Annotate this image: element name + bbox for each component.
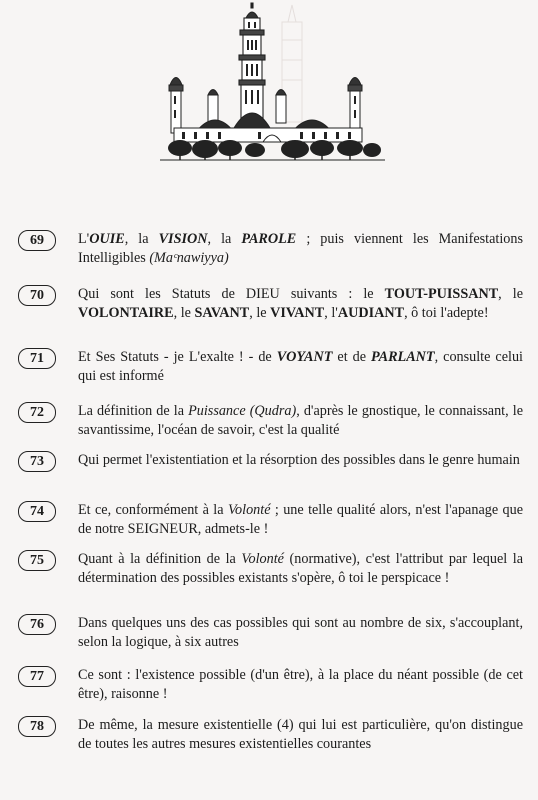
verse-number: 70	[18, 285, 56, 306]
text-run: Ce sont : l'existence possible (d'un être), à la place du néant possible (de cet être), raisonne !	[78, 667, 523, 702]
text-run: Quant à la définition de la	[78, 551, 242, 567]
text-run: SAVANT	[194, 305, 250, 321]
text-run: , d'après le gnostique, le connaissant, le savantissime, l'océan de savoir, c'est la qualité	[78, 403, 523, 438]
mosque-illustration	[160, 0, 385, 170]
text-run: ; puis viennent les Manifestations Intelligibles	[78, 231, 523, 266]
text-run: VISION	[158, 231, 208, 247]
text-run: , le	[173, 305, 195, 321]
verse-text	[78, 402, 523, 440]
text-run: , le	[498, 286, 523, 302]
verse-text	[78, 451, 523, 470]
text-run: De même, la mesure existentielle (4) qui lui est particulière, qu'on distingue de toutes les autres mesures existentielles courantes	[78, 717, 523, 752]
text-run: AUDIANT	[337, 305, 405, 321]
verse-number: 72	[18, 402, 56, 423]
text-run: Et ce, conformément à la	[78, 502, 228, 518]
text-run: OUIE	[89, 231, 125, 247]
text-run: , l'	[324, 305, 338, 321]
text-run: VIVANT	[270, 305, 325, 321]
verse-text	[78, 501, 523, 539]
verse-number: 75	[18, 550, 56, 571]
text-run: et de	[332, 349, 372, 365]
text-run: VOYANT	[276, 349, 333, 365]
text-run: , ô toi l'adepte!	[404, 305, 489, 321]
text-run: Volonté	[227, 502, 271, 518]
verse-number: 73	[18, 451, 56, 472]
text-run: VOLONTAIRE	[78, 305, 174, 321]
verse-number: 77	[18, 666, 56, 687]
text-run: Dans quelques uns des cas possibles qui sont au nombre de six, s'accouplant, selon la logique, à six autres	[78, 615, 523, 650]
text-run: TOUT-PUISSANT	[384, 286, 499, 302]
text-run: PAROLE	[241, 231, 297, 247]
text-run: (normative), c'est l'attribut par lequel la détermination des possibles existants s'opère, ô toi le perspicace !	[78, 551, 523, 586]
verse-number: 76	[18, 614, 56, 635]
text-run: ; une telle qualité alors, n'est l'apanage que de notre SEIGNEUR, admets-le !	[78, 502, 523, 537]
text-run: L'	[78, 231, 90, 247]
text-run: PARLANT	[371, 349, 435, 365]
text-run: Qui permet l'existentiation et la résorption des possibles dans le genre humain	[78, 452, 520, 468]
text-run: Qui sont les Statuts de DIEU suivants : le	[78, 286, 385, 302]
verse-text	[78, 230, 523, 268]
verse-number: 74	[18, 501, 56, 522]
verse-number: 71	[18, 348, 56, 369]
text-run: Et Ses Statuts - je L'exalte ! - de	[78, 349, 277, 365]
text-run: , consulte celui qui est informé	[78, 349, 523, 384]
text-run: (Maᶜnawiyya)	[149, 250, 229, 266]
verse-text	[78, 716, 523, 754]
text-run: , la	[207, 231, 242, 247]
verse-text	[78, 614, 523, 652]
verse-text	[78, 348, 523, 386]
text-run: Volonté	[241, 551, 284, 567]
text-run: Puissance (Qudra)	[188, 403, 297, 419]
verse-number: 78	[18, 716, 56, 737]
verse-text	[78, 666, 523, 704]
verse-text	[78, 285, 523, 323]
text-run: , la	[124, 231, 159, 247]
text-run: , le	[249, 305, 271, 321]
verse-text	[78, 550, 523, 588]
text-run: La définition de la	[78, 403, 189, 419]
verse-number: 69	[18, 230, 56, 251]
